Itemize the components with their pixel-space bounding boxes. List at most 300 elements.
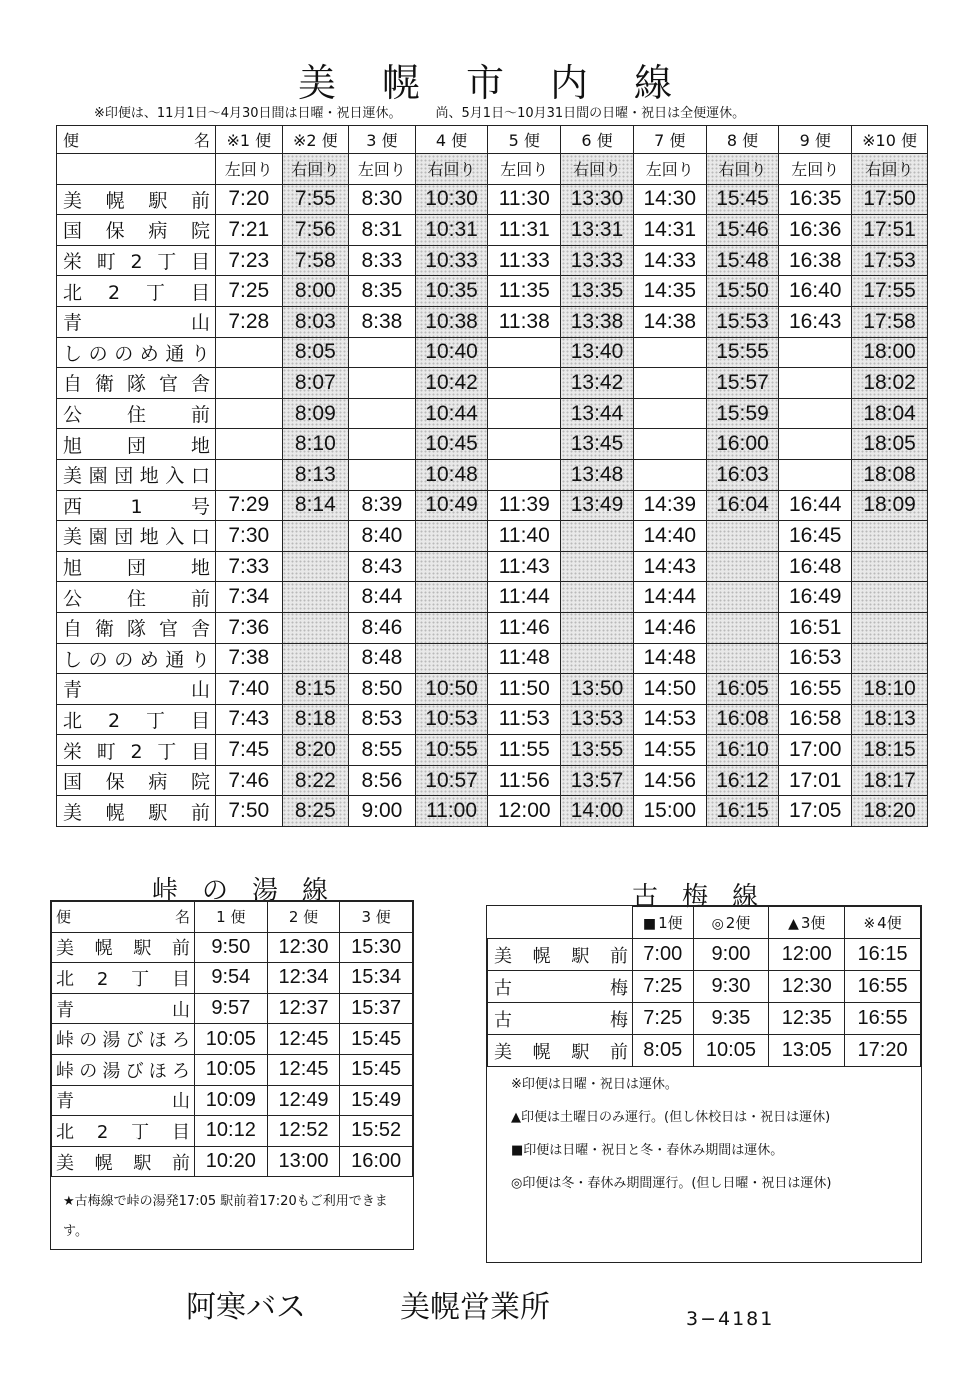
time-cell: 10:55: [415, 735, 488, 766]
time-cell: 8:25: [282, 796, 349, 827]
stop-name: 国保病院: [57, 765, 216, 796]
time-cell: 8:18: [282, 704, 349, 735]
time-cell: 7:50: [216, 796, 283, 827]
furu-trip-label: 3便: [800, 914, 826, 932]
time-cell: 11:48: [488, 643, 561, 674]
time-cell: 8:56: [349, 765, 416, 796]
toge-timetable: [51, 901, 413, 1177]
time-cell: 7:34: [216, 582, 283, 613]
time-cell: 14:48: [633, 643, 706, 674]
time-cell: 8:10: [282, 429, 349, 460]
furu-trip-header: [633, 907, 694, 939]
time-cell: [561, 612, 634, 643]
furu-trip-symbol: ▲: [788, 916, 799, 932]
time-cell: 7:46: [216, 765, 283, 796]
timetable-row: [57, 551, 928, 582]
trip-header: 4 便: [415, 126, 488, 154]
furu-stop-name: 古梅: [488, 1003, 633, 1035]
furu-note-line: ◎印便は冬・春休み期間運行。(但し日曜・祝日は運休): [511, 1176, 832, 1191]
time-cell: 7:28: [216, 306, 283, 337]
furu-trip-symbol: ◎: [711, 916, 724, 932]
time-cell: [779, 429, 852, 460]
furu-time-cell: 12:35: [769, 1003, 845, 1035]
time-cell: [779, 459, 852, 490]
time-cell: 16:40: [779, 276, 852, 307]
toge-stop-name: 青山: [52, 1085, 195, 1116]
furu-time-cell: 9:00: [693, 939, 769, 971]
time-cell: 11:56: [488, 765, 561, 796]
time-cell: [561, 521, 634, 552]
direction-cell: 右回り: [415, 154, 488, 185]
time-cell: 11:55: [488, 735, 561, 766]
toge-time-cell: 12:45: [267, 1024, 340, 1055]
furu-time-cell: 10:05: [693, 1035, 769, 1067]
time-cell: 7:36: [216, 612, 283, 643]
toge-row: [52, 1116, 413, 1147]
toge-row: [52, 1024, 413, 1055]
furu-stop-name: 美幌駅前: [488, 1035, 633, 1067]
time-cell: 10:45: [415, 429, 488, 460]
time-cell: 17:55: [852, 276, 928, 307]
toge-row: [52, 993, 413, 1024]
time-cell: [415, 521, 488, 552]
toge-stop-name: 美幌駅前: [52, 1146, 195, 1177]
time-cell: [488, 398, 561, 429]
time-cell: 16:45: [779, 521, 852, 552]
toge-time-cell: 13:00: [267, 1146, 340, 1177]
time-cell: 14:44: [633, 582, 706, 613]
stop-name-header-labels: [57, 128, 215, 151]
toge-time-cell: 10:20: [195, 1146, 268, 1177]
time-cell: 13:42: [561, 368, 634, 399]
time-cell: [633, 398, 706, 429]
timetable-row: [57, 704, 928, 735]
time-cell: [349, 429, 416, 460]
furu-time-cell: 9:30: [693, 971, 769, 1003]
time-cell: 8:30: [349, 184, 416, 215]
stop-name: 栄町2丁目: [57, 245, 216, 276]
time-cell: 13:30: [561, 184, 634, 215]
header-bin-label: 便: [63, 131, 81, 150]
toge-time-cell: 9:57: [195, 993, 268, 1024]
toge-stop-header-labels: [52, 906, 194, 927]
stop-name: 青山: [57, 674, 216, 705]
time-cell: 17:50: [852, 184, 928, 215]
stop-name: 美幌駅前: [57, 796, 216, 827]
toge-line-panel: [50, 900, 414, 1250]
time-cell: 18:20: [852, 796, 928, 827]
furu-time-cell: 12:00: [769, 939, 845, 971]
time-cell: [216, 398, 283, 429]
time-cell: 14:31: [633, 215, 706, 246]
stop-name: 公住前: [57, 582, 216, 613]
time-cell: 7:43: [216, 704, 283, 735]
time-cell: 15:46: [706, 215, 779, 246]
timetable-row: [57, 337, 928, 368]
time-cell: 8:09: [282, 398, 349, 429]
trip-header: ※2 便: [282, 126, 349, 154]
time-cell: [349, 398, 416, 429]
direction-cell: 左回り: [633, 154, 706, 185]
timetable-row: [57, 490, 928, 521]
time-cell: 10:40: [415, 337, 488, 368]
furu-trip-label: 4便: [877, 914, 902, 932]
stop-name: 栄町2丁目: [57, 735, 216, 766]
time-cell: 8:13: [282, 459, 349, 490]
time-cell: 14:55: [633, 735, 706, 766]
timetable-row: [57, 612, 928, 643]
furu-trip-symbol: ※: [863, 916, 876, 932]
toge-header-bin: 便: [56, 908, 72, 927]
furu-trip-header: [845, 907, 921, 939]
time-cell: [706, 551, 779, 582]
time-cell: 11:35: [488, 276, 561, 307]
time-cell: 15:55: [706, 337, 779, 368]
furu-note-line: ※印便は日曜・祝日は運休。: [511, 1077, 678, 1092]
furu-stop-name: 古梅: [488, 971, 633, 1003]
time-cell: 8:55: [349, 735, 416, 766]
toge-time-cell: 15:37: [340, 993, 413, 1024]
timetable-row: [57, 245, 928, 276]
time-cell: 16:53: [779, 643, 852, 674]
toge-time-cell: 12:49: [267, 1085, 340, 1116]
furu-trip-header: [693, 907, 769, 939]
direction-cell: 左回り: [779, 154, 852, 185]
toge-time-cell: 10:05: [195, 1054, 268, 1085]
time-cell: 11:50: [488, 674, 561, 705]
timetable-row: [57, 368, 928, 399]
timetable-row: [57, 184, 928, 215]
time-cell: 15:00: [633, 796, 706, 827]
time-cell: 11:39: [488, 490, 561, 521]
toge-header-row: [52, 902, 413, 933]
trip-header: 8 便: [706, 126, 779, 154]
time-cell: 13:45: [561, 429, 634, 460]
direction-cell: 左回り: [216, 154, 283, 185]
time-cell: 14:00: [561, 796, 634, 827]
time-cell: [633, 429, 706, 460]
furu-header-row: [488, 907, 921, 939]
time-cell: 7:29: [216, 490, 283, 521]
timetable-row: [57, 735, 928, 766]
timetable-row: [57, 796, 928, 827]
toge-stop-name: 美幌駅前: [52, 932, 195, 963]
furu-time-cell: 9:35: [693, 1003, 769, 1035]
time-cell: 11:46: [488, 612, 561, 643]
time-cell: [852, 521, 928, 552]
toge-time-cell: 15:45: [340, 1054, 413, 1085]
time-cell: 18:08: [852, 459, 928, 490]
time-cell: 11:43: [488, 551, 561, 582]
time-cell: 18:17: [852, 765, 928, 796]
stop-name-header: [57, 126, 216, 154]
time-cell: 11:44: [488, 582, 561, 613]
toge-time-cell: 15:34: [340, 963, 413, 994]
timetable-row: [57, 306, 928, 337]
time-cell: 14:46: [633, 612, 706, 643]
toge-trip-header: 1 便: [195, 902, 268, 933]
direction-row: [57, 154, 928, 185]
time-cell: 13:55: [561, 735, 634, 766]
toge-stop-name: 北2丁目: [52, 963, 195, 994]
toge-line-title: 峠の湯線: [152, 876, 353, 906]
time-cell: 10:50: [415, 674, 488, 705]
furu-trip-label: 2便: [725, 914, 751, 932]
time-cell: 8:43: [349, 551, 416, 582]
timetable-row: [57, 765, 928, 796]
time-cell: [561, 551, 634, 582]
time-cell: 14:38: [633, 306, 706, 337]
stop-name: 公住前: [57, 398, 216, 429]
time-cell: 10:57: [415, 765, 488, 796]
furu-header-blank: [488, 907, 633, 939]
furu-note-line: ■印便は日曜・祝日と冬・春休み期間は運休。: [511, 1143, 784, 1158]
office-name: 美幌営業所: [400, 1290, 550, 1325]
time-cell: [216, 337, 283, 368]
direction-row-label: [57, 154, 216, 185]
timetable-row: [57, 582, 928, 613]
toge-row: [52, 932, 413, 963]
time-cell: 13:44: [561, 398, 634, 429]
time-cell: [282, 612, 349, 643]
furu-trip-label: 1便: [658, 914, 683, 932]
time-cell: 13:31: [561, 215, 634, 246]
time-cell: 17:00: [779, 735, 852, 766]
toge-time-cell: 10:05: [195, 1024, 268, 1055]
time-cell: 16:00: [706, 429, 779, 460]
trip-header: 7 便: [633, 126, 706, 154]
time-cell: 14:40: [633, 521, 706, 552]
time-cell: 8:33: [349, 245, 416, 276]
time-cell: 18:13: [852, 704, 928, 735]
time-cell: 17:58: [852, 306, 928, 337]
stop-name: 自衛隊官舎: [57, 612, 216, 643]
time-cell: 18:05: [852, 429, 928, 460]
time-cell: [633, 368, 706, 399]
trip-header-row: [57, 126, 928, 154]
time-cell: 8:40: [349, 521, 416, 552]
time-cell: 16:08: [706, 704, 779, 735]
time-cell: 13:33: [561, 245, 634, 276]
time-cell: 13:53: [561, 704, 634, 735]
direction-cell: 右回り: [706, 154, 779, 185]
time-cell: 12:00: [488, 796, 561, 827]
time-cell: 7:20: [216, 184, 283, 215]
time-cell: 14:56: [633, 765, 706, 796]
time-cell: 10:44: [415, 398, 488, 429]
time-cell: 8:07: [282, 368, 349, 399]
time-cell: 15:57: [706, 368, 779, 399]
time-cell: 7:21: [216, 215, 283, 246]
direction-cell: 右回り: [852, 154, 928, 185]
toge-row: [52, 1146, 413, 1177]
time-cell: 17:01: [779, 765, 852, 796]
direction-cell: 左回り: [488, 154, 561, 185]
time-cell: 14:33: [633, 245, 706, 276]
time-cell: 13:48: [561, 459, 634, 490]
time-cell: 11:38: [488, 306, 561, 337]
toge-trip-header: 3 便: [340, 902, 413, 933]
time-cell: [349, 368, 416, 399]
timetable-row: [57, 398, 928, 429]
time-cell: [852, 612, 928, 643]
time-cell: 17:53: [852, 245, 928, 276]
time-cell: 18:09: [852, 490, 928, 521]
toge-time-cell: 12:52: [267, 1116, 340, 1147]
time-cell: 7:45: [216, 735, 283, 766]
furu-time-cell: 7:25: [633, 971, 694, 1003]
time-cell: 13:40: [561, 337, 634, 368]
time-cell: 11:31: [488, 215, 561, 246]
time-cell: 16:03: [706, 459, 779, 490]
toge-row: [52, 1054, 413, 1085]
time-cell: [415, 551, 488, 582]
time-cell: 16:10: [706, 735, 779, 766]
furu-timetable: [487, 906, 921, 1067]
toge-time-cell: 16:00: [340, 1146, 413, 1177]
time-cell: 7:38: [216, 643, 283, 674]
note-winter-holiday: ※印便は、11月1日〜4月30日間は日曜・祝日運休。: [94, 106, 402, 121]
time-cell: [561, 582, 634, 613]
time-cell: 10:48: [415, 459, 488, 490]
furu-row: [488, 1035, 921, 1067]
time-cell: [852, 582, 928, 613]
furu-line-panel: [486, 905, 922, 1263]
stop-name: 旭団地: [57, 429, 216, 460]
time-cell: 8:05: [282, 337, 349, 368]
time-cell: 16:44: [779, 490, 852, 521]
main-operation-note: [94, 102, 745, 121]
time-cell: 8:44: [349, 582, 416, 613]
time-cell: 7:30: [216, 521, 283, 552]
stop-name: 北2丁目: [57, 704, 216, 735]
time-cell: 7:56: [282, 215, 349, 246]
stop-name: 旭団地: [57, 551, 216, 582]
time-cell: 8:48: [349, 643, 416, 674]
furu-time-cell: 12:30: [769, 971, 845, 1003]
timetable-row: [57, 674, 928, 705]
time-cell: 18:04: [852, 398, 928, 429]
furu-time-cell: 16:55: [845, 1003, 921, 1035]
furu-time-cell: 17:20: [845, 1035, 921, 1067]
time-cell: [633, 459, 706, 490]
time-cell: 8:38: [349, 306, 416, 337]
time-cell: [415, 582, 488, 613]
toge-time-cell: 12:45: [267, 1054, 340, 1085]
time-cell: 11:33: [488, 245, 561, 276]
time-cell: 7:40: [216, 674, 283, 705]
time-cell: [706, 582, 779, 613]
time-cell: 16:36: [779, 215, 852, 246]
main-timetable: [56, 125, 928, 827]
toge-time-cell: 15:49: [340, 1085, 413, 1116]
furu-line-title: 古梅線: [632, 882, 783, 912]
toge-time-cell: 12:37: [267, 993, 340, 1024]
time-cell: 8:15: [282, 674, 349, 705]
direction-cell: 左回り: [349, 154, 416, 185]
furu-time-cell: 16:55: [845, 971, 921, 1003]
time-cell: [488, 429, 561, 460]
toge-row: [52, 963, 413, 994]
time-cell: [633, 337, 706, 368]
furu-stop-name: 美幌駅前: [488, 939, 633, 971]
time-cell: [488, 459, 561, 490]
trip-header: 9 便: [779, 126, 852, 154]
time-cell: 14:43: [633, 551, 706, 582]
time-cell: 17:05: [779, 796, 852, 827]
time-cell: 18:02: [852, 368, 928, 399]
time-cell: 16:43: [779, 306, 852, 337]
stop-name: 国保病院: [57, 215, 216, 246]
time-cell: 18:10: [852, 674, 928, 705]
stop-name: 美園団地入口: [57, 521, 216, 552]
direction-cell: 右回り: [561, 154, 634, 185]
phone-number: 3−4181: [686, 1308, 775, 1330]
time-cell: 10:33: [415, 245, 488, 276]
time-cell: 8:35: [349, 276, 416, 307]
time-cell: 8:20: [282, 735, 349, 766]
time-cell: 16:35: [779, 184, 852, 215]
trip-header: ※1 便: [216, 126, 283, 154]
furu-time-cell: 8:05: [633, 1035, 694, 1067]
time-cell: 8:50: [349, 674, 416, 705]
direction-cell: 右回り: [282, 154, 349, 185]
header-name-label: 名: [193, 131, 211, 150]
stop-name: しののめ通り: [57, 643, 216, 674]
time-cell: [488, 368, 561, 399]
furu-trip-symbol: ■: [642, 916, 657, 932]
page-title: 美幌市内線: [297, 61, 718, 105]
time-cell: 7:25: [216, 276, 283, 307]
time-cell: 10:49: [415, 490, 488, 521]
stop-name: 西1号: [57, 490, 216, 521]
toge-stop-name: 青山: [52, 993, 195, 1024]
time-cell: [852, 551, 928, 582]
toge-time-cell: 9:50: [195, 932, 268, 963]
toge-trip-header: 2 便: [267, 902, 340, 933]
timetable-row: [57, 215, 928, 246]
toge-time-cell: 15:30: [340, 932, 413, 963]
time-cell: 8:14: [282, 490, 349, 521]
time-cell: 10:30: [415, 184, 488, 215]
company-name: 阿寒バス: [186, 1290, 306, 1325]
toge-header-name: 名: [174, 908, 190, 927]
timetable-row: [57, 429, 928, 460]
toge-stop-name: 峠の湯びほろ: [52, 1054, 195, 1085]
time-cell: 16:58: [779, 704, 852, 735]
toge-time-cell: 12:34: [267, 963, 340, 994]
time-cell: 17:51: [852, 215, 928, 246]
stop-name: 美園団地入口: [57, 459, 216, 490]
furu-time-cell: 7:00: [633, 939, 694, 971]
toge-time-cell: 15:52: [340, 1116, 413, 1147]
furu-time-cell: 13:05: [769, 1035, 845, 1067]
time-cell: 16:51: [779, 612, 852, 643]
time-cell: 8:31: [349, 215, 416, 246]
time-cell: 11:53: [488, 704, 561, 735]
trip-header: 3 便: [349, 126, 416, 154]
time-cell: 15:53: [706, 306, 779, 337]
time-cell: 8:46: [349, 612, 416, 643]
time-cell: [349, 337, 416, 368]
time-cell: [216, 429, 283, 460]
time-cell: 16:15: [706, 796, 779, 827]
furu-trip-header: [769, 907, 845, 939]
time-cell: 7:55: [282, 184, 349, 215]
time-cell: 11:40: [488, 521, 561, 552]
furu-note-line: ▲印便は土曜日のみ運行。(但し休校日は・祝日は運休): [511, 1110, 831, 1125]
time-cell: 10:42: [415, 368, 488, 399]
